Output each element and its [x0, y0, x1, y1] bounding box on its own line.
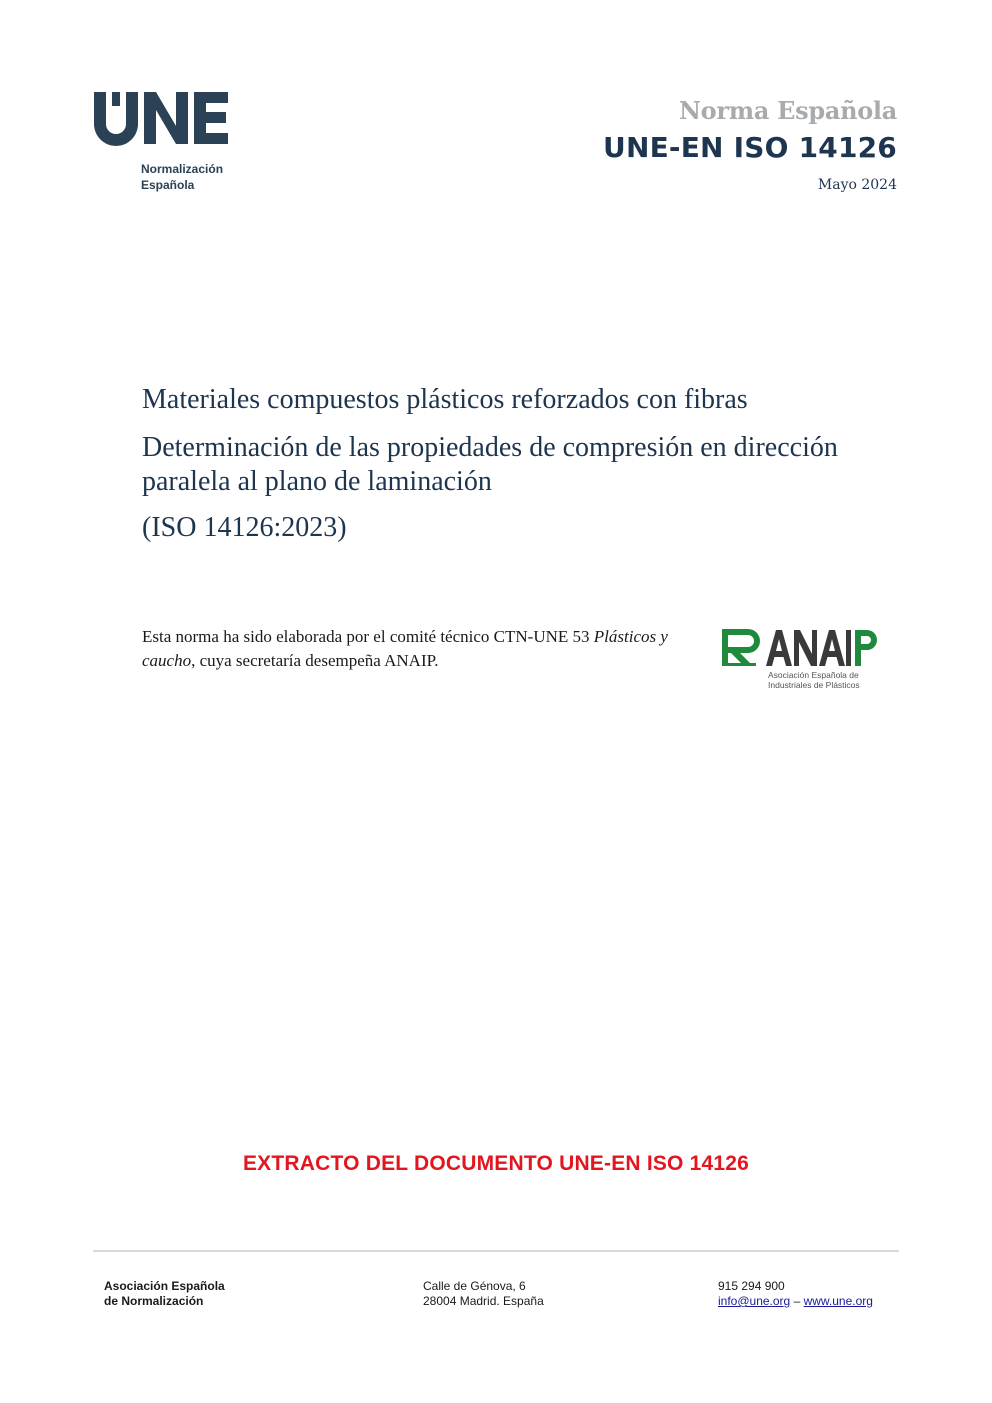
- document-titles: [142, 383, 862, 545]
- une-logo: [92, 88, 242, 198]
- title-iso-reference: (ISO 14126:2023): [142, 512, 347, 543]
- anaip-subtitle-line1: Asociación Española de: [768, 670, 859, 680]
- anaip-logo: [720, 626, 870, 696]
- anaip-subtitle: [768, 670, 860, 690]
- committee-text-before: Esta norma ha sido elaborada por el comité técnico CTN-UNE 53: [142, 627, 594, 646]
- committee-text-after: , cuya secretaría desempeña ANAIP.: [191, 651, 439, 670]
- norma-label: Norma Española: [679, 96, 897, 125]
- document-code: UNE-EN ISO 14126: [603, 131, 897, 164]
- une-subtitle-line1: Normalización: [141, 162, 224, 176]
- footer-org-line2: de Normalización: [104, 1294, 204, 1308]
- footer-divider: [93, 1250, 899, 1252]
- footer-phone: 915 294 900: [718, 1279, 785, 1293]
- website-link[interactable]: www.une.org: [803, 1294, 873, 1308]
- une-subtitle-line2: Española: [141, 178, 195, 192]
- title-main: Materiales compuestos plásticos reforzados con fibras: [142, 384, 748, 415]
- document-header: [497, 96, 897, 194]
- footer-address-line1: Calle de Génova, 6: [423, 1279, 526, 1293]
- committee-name: Plásticos y caucho: [142, 627, 668, 670]
- footer-links: [718, 1294, 873, 1309]
- footer-link-separator: –: [790, 1294, 804, 1308]
- footer-address: [423, 1279, 544, 1309]
- footer-address-line2: 28004 Madrid. España: [423, 1294, 544, 1308]
- une-subtitle: [141, 161, 223, 193]
- une-wordmark: [92, 88, 232, 150]
- document-date: Mayo 2024: [817, 177, 897, 193]
- footer-org-line1: Asociación Española: [104, 1279, 225, 1293]
- footer-organization: [104, 1279, 225, 1309]
- committee-paragraph: [142, 625, 682, 673]
- footer-contact: [718, 1279, 873, 1309]
- email-link[interactable]: info@une.org: [718, 1294, 791, 1308]
- anaip-letter-p: [854, 626, 882, 670]
- anaip-subtitle-line2: Industriales de Plásticos: [768, 680, 860, 690]
- anaip-wordmark: [720, 626, 860, 670]
- title-subtitle: Determinación de las propiedades de compresión en dirección paralela al plano de laminación: [142, 432, 838, 497]
- extract-banner: EXTRACTO DEL DOCUMENTO UNE-EN ISO 14126: [242, 1152, 750, 1175]
